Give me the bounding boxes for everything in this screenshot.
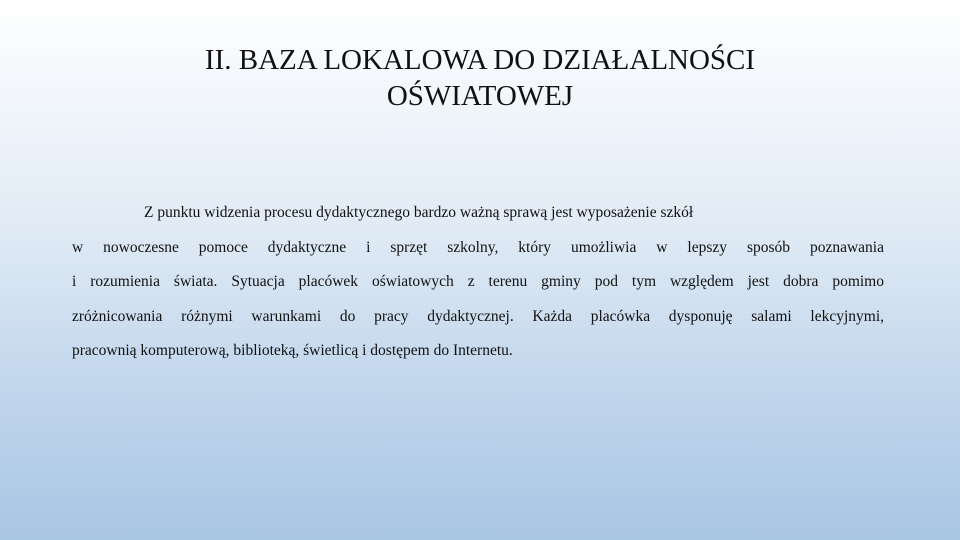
paragraph-line-4: zróżnicowania różnymi warunkami do pracy dydaktycznej. Każda placówka dysponuję salami lekcyjnymi, [72,307,884,325]
paragraph-line-5: pracownią komputerową, biblioteką, świetlicą i dostępem do Internetu. [72,342,513,359]
slide-title [80,42,880,114]
paragraph-line-2: w nowoczesne pomoce dydaktyczne i sprzęt szkolny, który umożliwia w lepszy sposób poznawania [72,238,884,256]
body-paragraph [72,196,884,369]
paragraph-line-1: Z punktu widzenia procesu dydaktycznego bardzo ważną sprawą jest wyposażenie szkół [144,204,694,221]
paragraph-line-3: i rozumienia świata. Sytuacja placówek oświatowych z terenu gminy pod tym względem jest dobra pomimo [72,273,884,290]
slide-title-line-1: II. BAZA LOKALOWA DO DZIAŁALNOŚCI [204,44,756,76]
slide-title-line-2: OŚWIATOWEJ [386,80,574,112]
